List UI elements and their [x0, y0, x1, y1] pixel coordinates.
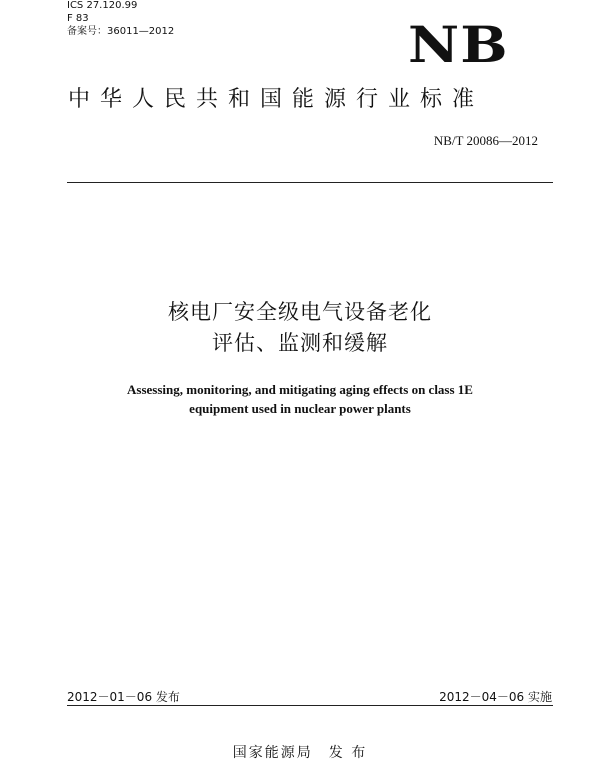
- chinese-title-line-1: 核电厂安全级电气设备老化: [168, 300, 432, 324]
- english-title-line-1: Assessing, monitoring, and mitigating aging effects on class 1E: [127, 382, 473, 397]
- english-title-line-2: equipment used in nuclear power plants: [189, 401, 411, 416]
- top-divider: [67, 182, 553, 183]
- standard-code: NB/T 20086—2012: [433, 133, 538, 148]
- chinese-title-line-2: 评估、监测和缓解: [212, 331, 388, 355]
- ccs-code: F 83: [67, 13, 89, 24]
- issuing-authority: 国家能源局 发 布: [232, 745, 368, 761]
- issue-date: 2012－01－06 发布: [67, 690, 180, 704]
- record-number: 备案号：36011—2012: [67, 26, 175, 37]
- standard-category: 中华人民共和国能源行业标准: [68, 87, 485, 112]
- implementation-date: 2012－04－06 实施: [439, 690, 552, 704]
- ics-code: ICS 27.120.99: [67, 0, 138, 11]
- bottom-divider: [67, 705, 553, 706]
- nb-logo: NB: [408, 15, 509, 74]
